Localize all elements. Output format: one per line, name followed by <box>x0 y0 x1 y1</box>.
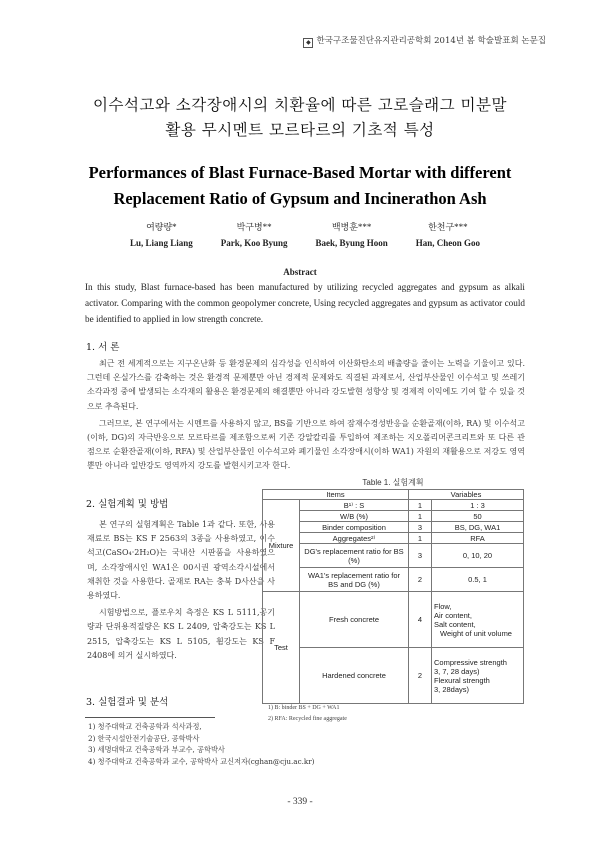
author <box>221 219 288 251</box>
author-en: Han, Cheon Goo <box>415 238 480 248</box>
table-cell-item: Aggregates²⁾ <box>300 533 409 544</box>
author-ko: 백병훈*** <box>331 222 372 232</box>
table-cell-count: 3 <box>409 544 432 568</box>
author <box>416 219 480 251</box>
author-list <box>130 219 480 251</box>
section-2-body <box>87 518 275 663</box>
korean-title-line-1: 이수석고와 소각장애시의 치환율에 따른 고로슬래그 미분말 <box>93 96 507 114</box>
table-cell-value: BS, DG, WA1 <box>432 522 524 533</box>
english-title <box>0 160 600 212</box>
author-ko: 한천구*** <box>428 222 468 232</box>
section-2-paragraph-2: 시험방법으로, 플로우치 측정은 KS L 5111,공기량과 단위용적질량은 KS L 2409, 압축강도는 KS L 2515, 압축강도는 KS L 5105, 휨강도는 KS F 2408에 의거 실시하였다. <box>87 608 275 660</box>
korean-title <box>0 93 600 143</box>
table-cell-value <box>432 648 524 704</box>
experiment-plan-table <box>262 489 524 704</box>
english-title-line-1: Performances of Blast Furnace-Based Mortar with different <box>88 163 512 182</box>
table-cell-item: B¹⁾ : S <box>300 500 409 511</box>
table-cell-count: 1 <box>409 500 432 511</box>
footnote: 2) 한국시설안전기술공단, 공학박사 <box>88 733 200 743</box>
group-mixture: Mixture <box>263 500 300 592</box>
journal-logo-icon: ◆ <box>303 38 313 48</box>
table-header-variables: Variables <box>409 490 524 500</box>
header-text: 한국구조물진단유지관리공학회 2014년 봄 학술발표회 논문집 <box>316 36 546 46</box>
korean-title-line-2: 활용 무시멘트 모르타르의 기초적 특성 <box>165 121 435 139</box>
author-en: Lu, Liang Liang <box>130 238 193 248</box>
section-2-paragraph-1: 본 연구의 실험계획은 Table 1과 같다. 또한, 사용재료로 BS는 KS F 2563의 3종을 사용하였고, 이수석고(CaSO₄·2H₂O)는 국내산 시판품을 사용하였으며, 소각장애시인 WA1은 00시권 광역소각시설에서 채취한 것을 사용한다. 골재로 RA는 충북 D사산을 사용하였다. <box>87 520 275 601</box>
table-cell-value: 1 : 3 <box>432 500 524 511</box>
value-line: Flexural strength <box>434 675 490 685</box>
value-line: Weight of unit volume <box>440 628 512 638</box>
table-cell-value: 50 <box>432 511 524 522</box>
table-cell-item: W/B (%) <box>300 511 409 522</box>
section-1-paragraph-1: 최근 전 세계적으로는 지구온난화 등 환경문제의 심각성을 인식하여 이산화탄소의 배출량을 줄이는 노력을 기울이고 있다. 그런데 온실가스를 감축하는 것은 환경적 문제뿐만 아닌 경제적 문제와도 직결된 과제로서, 산업부산물인 이수석고 및 쓰레기 소각과정 중에 발생되는 소각재의 활용은 환경문제의 해결뿐만 아니라 강도발현 성향상 및 경제적 이익에도 기여 할 수 있을 것으로 추측된다. <box>87 359 525 411</box>
footnote: 3) 세명대학교 건축공학과 부교수, 공학박사 <box>88 745 225 754</box>
table-header-items: Items <box>263 490 409 500</box>
author <box>315 219 387 251</box>
page-number: - 339 - <box>287 797 313 807</box>
footnote: 1) 청주대학교 건축공학과 석사과정, <box>88 722 202 731</box>
author <box>130 219 193 251</box>
table-cell-count: 1 <box>409 511 432 522</box>
section-1-title: 1. 서 론 <box>86 342 120 353</box>
footnotes <box>88 721 314 767</box>
section-3-title: 3. 실험결과 및 분석 <box>86 697 169 708</box>
footnote: 4) 청주대학교 건축공학과 교수, 공학박사 교신저자(cghan@cju.ac.kr) <box>88 756 315 766</box>
table-cell-item: Hardened concrete <box>300 648 409 704</box>
table-cell-value <box>432 592 524 648</box>
group-test: Test <box>263 592 300 704</box>
table-cell-value: RFA <box>432 533 524 544</box>
running-header <box>303 34 546 48</box>
abstract-heading: Abstract <box>283 267 317 277</box>
section-2-title: 2. 실험계획 및 방법 <box>86 499 169 510</box>
value-line: Salt content, <box>434 619 476 629</box>
value-line: Compressive strength <box>434 657 507 667</box>
author-en: Park, Koo Byung <box>220 238 288 248</box>
table-note-1: 1) B: binder BS + DG + WA1 <box>268 705 340 711</box>
value-line: 3, 7, 28 days) <box>434 666 480 676</box>
table-cell-value: 0, 10, 20 <box>432 544 524 568</box>
value-line: Air content, <box>434 610 472 620</box>
value-line: 3, 28days) <box>434 684 470 694</box>
table-cell-count: 3 <box>409 522 432 533</box>
table-note-2: 2) RFA: Recycled fine aggregate <box>268 716 347 722</box>
value-line: Flow, <box>434 601 452 611</box>
table-cell-item: Binder composition <box>300 522 409 533</box>
author-ko: 박구병** <box>236 222 272 232</box>
abstract-text: In this study, Blast furnace-based has been manufactured by utilizing recycled aggregates and gypsum as alkali activator. Comparing with the common geopolymer concrete, Using recycled aggregates and gypsum as activator could be identified to applied in low strength concrete. <box>85 282 525 324</box>
table-cell-count: 2 <box>409 568 432 592</box>
author-en: Baek, Byung Hoon <box>315 238 388 248</box>
table-cell-count: 2 <box>409 648 432 704</box>
table-caption: Table 1. 실험계획 <box>362 478 424 487</box>
table-cell-value: 0.5, 1 <box>432 568 524 592</box>
section-1-body <box>87 357 525 474</box>
table-cell-item: Fresh concrete <box>300 592 409 648</box>
section-1-paragraph-2: 그러므로, 본 연구에서는 시멘트를 사용하지 않고, BS를 기반으로 하여 잠재수경성반응을 순환골재(이하, RA) 및 이수석고(이하, DG)의 자극반응으로 모르타르를 제조함으로써 기존 강알칼리를 투입하여 제조하는 지오폴리머콘크리트와 또 다른 관점으로 순환잔골재(이하, RFA) 및 산업부산물인 이수석고와 폐기물인 소각장애시(이하 WA1) 자원의 재활용으로 저강도 영역뿐만 아니라 일반강도 영역까지 강도를 발현시키고자 한다. <box>87 418 525 471</box>
english-title-line-2: Replacement Ratio of Gypsum and Incinerathon Ash <box>113 189 487 208</box>
table-cell-count: 4 <box>409 592 432 648</box>
table-cell-count: 1 <box>409 533 432 544</box>
author-ko: 여량량* <box>146 222 177 232</box>
table-cell-item: WA1's replacement ratio for BS and DG (%) <box>300 568 409 592</box>
footnote-divider <box>85 717 215 718</box>
table-cell-item: DG's replacement ratio for BS (%) <box>300 544 409 568</box>
